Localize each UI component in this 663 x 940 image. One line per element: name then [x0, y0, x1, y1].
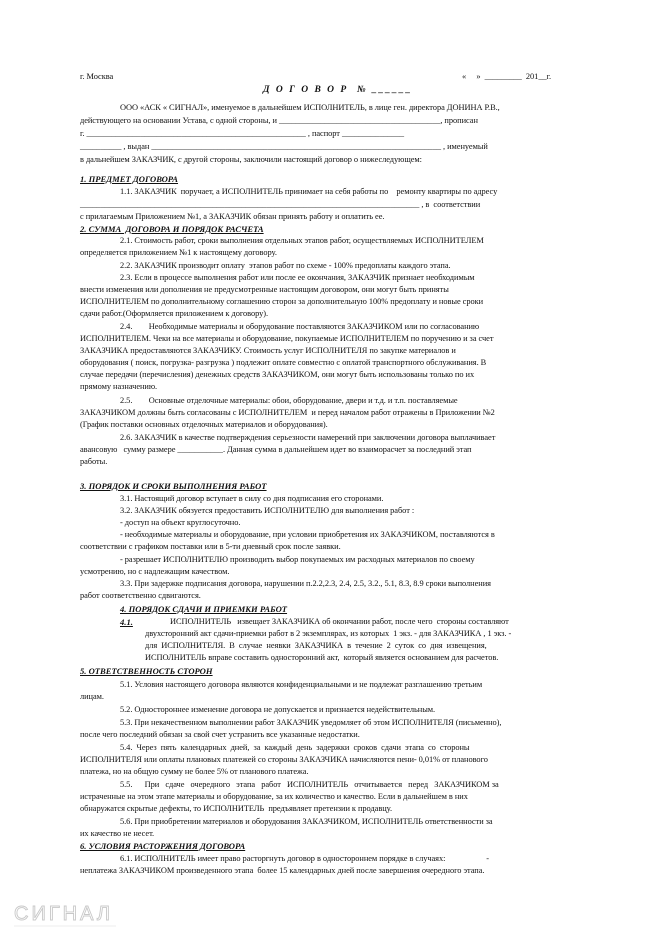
text-line: 1.1. ЗАКАЗЧИК поручает, а ИСПОЛНИТЕЛЬ принимает на себя работы по ремонту квартиры по адресу: [120, 187, 498, 196]
section-6-heading: 6. УСЛОВИЯ РАСТОРЖЕНИЯ ДОГОВОРА: [80, 841, 246, 851]
intro-line-5: в дальнейшем ЗАКАЗЧИК, с другой стороны, заключили настоящий договор о нижеследующем:: [80, 155, 422, 164]
text-line: - разрешает ИСПОЛНИТЕЛЮ производить выбор покупаемых им расходных материалов по своему: [120, 555, 475, 564]
city: г. Москва: [80, 72, 114, 81]
text-line: работ соответственно сдвигаются.: [80, 591, 201, 600]
section-3-heading: 3. ПОРЯДОК И СРОКИ ВЫПОЛНЕНИЯ РАБОТ: [80, 481, 267, 491]
watermark-text: СИГНАЛ: [14, 903, 113, 925]
text-line: 3.2. ЗАКАЗЧИК обязуется предоставить ИСПОЛНИТЕЛЮ для выполнения работ :: [120, 506, 415, 515]
text-line: ЗАКАЗЧИКА предоставляются ЗАКАЗЧИКУ. Стоимость услуг ИСПОЛНИТЕЛЯ по закупке материалов и: [80, 346, 456, 355]
text-line: после чего последний обязан за свой счет устранить все указанные недостатки.: [80, 730, 360, 739]
text-line: сдачи работ.(Оформляется приложением к договору).: [80, 309, 269, 318]
text-line: случае передачи (перечисления) денежных средств ЗАКАЗЧИКОМ, они могут быть использованы только по их: [80, 370, 475, 379]
text-line: неплатежа ЗАКАЗЧИКОМ произведенного этапа более 15 календарных дней после завершения очередного этапа.: [80, 866, 485, 875]
text-line: оборудования ( поиск, погрузка- разгрузка ) подлежит оплате совместно с оплатой транспортного обслуживания. В: [80, 358, 487, 367]
text-line: прямому назначению.: [80, 382, 158, 391]
text-line: 5.3. При некачественном выполнении работ ЗАКАЗЧИК уведомляет об этом ИСПОЛНИТЕЛЯ (письменно),: [120, 718, 502, 727]
intro-line-2: действующего на основании Устава, с одной стороны, и _______________________________________, прописан: [80, 116, 478, 125]
text-line: 2.5. Основные отделочные материалы: обои, оборудование, двери и т.д. и т.п. поставляемые: [120, 396, 458, 405]
text-line: для ИСПОЛНИТЕЛЯ. В случае неявки ЗАКАЗЧИКА в течение 2 суток со дня извещения,: [145, 641, 487, 650]
text-line: ЗАКАЗЧИКОМ должны быть согласованы с ИСПОЛНИТЕЛЕМ и перед началом работ отражены в Приложении №2: [80, 408, 495, 417]
intro-line-3: г. _____________________________________________________ , паспорт _______________: [80, 129, 405, 138]
text-line: - доступ на объект круглосуточно.: [120, 518, 241, 527]
text-line: 2.1. Стоимость работ, сроки выполнения отдельных этапов работ, осуществляемых ИСПОЛНИТЕЛЕМ: [120, 236, 484, 245]
text-line: 5.1. Условия настоящего договора являются конфиденциальными и не подлежат разглашению третьим: [120, 680, 483, 689]
text-line: 2.6. ЗАКАЗЧИК в качестве подтверждения серьезности намерений при заключении договора выплачивает: [120, 433, 496, 442]
text-line: 2.3. Если в процессе выполнения работ или после ее окончания, ЗАКАЗЧИК признает необходимым: [120, 273, 475, 282]
section-1-heading: 1. ПРЕДМЕТ ДОГОВОРА: [80, 174, 179, 184]
text-line: 5.5. При сдаче очередного этапа работ ИСПОЛНИТЕЛЬ отчитывается перед ЗАКАЗЧИКОМ за: [120, 780, 499, 789]
text-line: 6.1. ИСПОЛНИТЕЛЬ имеет право расторгнуть договор в одностороннем порядке в случаях: -: [120, 854, 490, 863]
text-line: 2.2. ЗАКАЗЧИК производит оплату этапов работ по схеме - 100% предоплаты каждого этапа.: [120, 261, 451, 270]
text-line: с прилагаемым Приложением №1, а ЗАКАЗЧИК обязан принять работу и оплатить ее.: [80, 212, 385, 221]
section-5-heading: 5. ОТВЕТСТВЕННОСТЬ СТОРОН: [80, 666, 213, 676]
contract-date: « » _________ 201__г.: [462, 72, 552, 81]
text-line: (График поставки основных отделочных материалов и оборудования).: [80, 420, 328, 429]
signal-watermark-logo: [12, 900, 132, 930]
text-line: работы.: [80, 457, 108, 466]
text-line: двухсторонний акт сдачи-приемки работ в 2 экземплярах, из которых 1 экз. - для ЗАКАЗЧИКА , 1 экз. -: [145, 629, 512, 638]
text-line: 5.6. При приобретении материалов и оборудования ЗАКАЗЧИКОМ, ИСПОЛНИТЕЛЬ ответственности за: [120, 817, 493, 826]
section-2-heading: 2. СУММА ДОГОВОРА И ПОРЯДОК РАСЧЕТА: [80, 224, 264, 234]
text-line: усмотрению, но с надлежащим качеством.: [80, 567, 230, 576]
text-line: внести изменения или дополнения не предусмотренные настоящим договором, они могут быть приняты: [80, 285, 449, 294]
text-line: ИСПОЛНИТЕЛЯ или оплаты плановых платежей со стороны ЗАКАЗЧИКА начисляются пени- 0,01% от планового: [80, 755, 488, 764]
text-line: лицам.: [80, 692, 104, 701]
text-line: платежа, но на общую сумму не более 5% от планового платежа.: [80, 767, 309, 776]
text-line: авансовую сумму размере ___________. Данная сумма в дальнейшем идет во взаиморасчет за последний этап: [80, 445, 472, 454]
text-line: ИСПОЛНИТЕЛЕМ. Чеки на все материалы и оборудование, покупаемые ИСПОЛНИТЕЛЕМ по поручению и за счет: [80, 334, 494, 343]
text-line: ИСПОЛНИТЕЛЬ извещает ЗАКАЗЧИКА об окончании работ, после чего стороны составляют: [170, 617, 509, 626]
text-line: 5.4. Через пять календарных дней, за каждый день задержки сроков сдачи этапа со стороны: [120, 743, 470, 752]
text-line: ИСПОЛНИТЕЛЕМ по дополнительному соглашению сторон за дополнительную 100% предоплату и новые сроки: [80, 297, 484, 306]
text-line: 5.2. Одностороннее изменение договора не допускается и признается недействительным.: [120, 705, 436, 714]
intro-line-4: __________ , выдан ______________________________________________________________________ , именуемый: [80, 142, 488, 151]
text-line: 3.1. Настоящий договор вступает в силу со дня подписания его сторонами.: [120, 494, 384, 503]
section-4-heading: 4. ПОРЯДОК СДАЧИ И ПРИЕМКИ РАБОТ: [120, 604, 288, 614]
clause-4-1-number: 4.1.: [120, 617, 133, 627]
document-title: Д О Г О В О Р № ______: [263, 85, 413, 95]
text-line: ИСПОЛНИТЕЛЬ вправе составить односторонний акт, который является основанием для расчетов.: [145, 653, 499, 662]
text-line: обнаружатся скрытые дефекты, то ИСПОЛНИТЕЛЬ предъявляет претензии к продавцу.: [80, 804, 392, 813]
text-line: __________________________________________________________________________________ , в соответствии: [80, 200, 481, 209]
text-line: истраченные на этом этапе материалы и оборудование, за их количество и качество. Если в дальнейшем в них: [80, 792, 468, 801]
text-line: соответствии с графиком поставки или в 5-ти дневный срок после заявки.: [80, 542, 341, 551]
text-line: 2.4. Необходимые материалы и оборудование поставляются ЗАКАЗЧИКОМ или по согласованию: [120, 322, 480, 331]
text-line: их качество не несет.: [80, 829, 155, 838]
text-line: 3.3. При задержке подписания договора, нарушении п.2.2,2.3, 2.4, 2.5, 3.2., 5.1, 8.3, 8.9 сроки выполнения: [120, 579, 491, 588]
text-line: - необходимые материалы и оборудование, при условии приобретения их ЗАКАЗЧИКОМ, поставляются в: [120, 530, 495, 539]
intro-line-1: ООО «АСК « СИГНАЛ», именуемое в дальнейшем ИСПОЛНИТЕЛЬ, в лице ген. директора ДОНИНА Р.В.,: [120, 103, 500, 112]
text-line: определяется приложением №1 к настоящему договору.: [80, 248, 277, 257]
